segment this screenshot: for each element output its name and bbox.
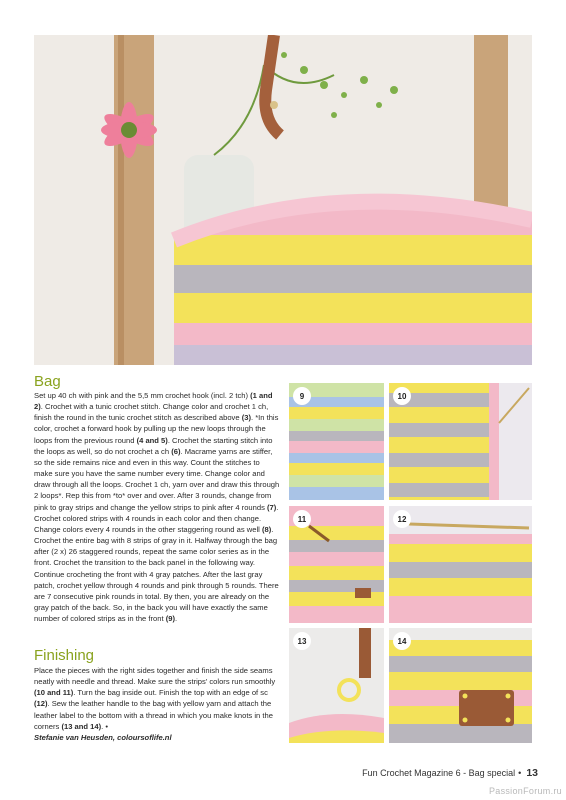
step-number-badge: 10 [393,387,411,405]
photo-step-10 [389,383,532,500]
step-reference: (10 and 11) [34,688,74,698]
step-reference: (4 and 5) [136,435,168,445]
text-run: . Crochet the starting stitch into the loops as well, so do not crochet a ch [34,435,273,456]
text-run: . • [101,721,108,731]
bag-heading: Bag [34,373,61,390]
photo-step-9 [289,383,384,500]
hero-photo-bag [34,35,532,365]
photo-step-12 [389,506,532,623]
step-reference: (12) [34,699,48,709]
text-run: . Crochet the entire bag with 8 strips of gray in it. Halfway through the bag after (2 x) 26 staggered rounds, repeat the same color series as in the front. Crochet the transition to the back panel in the following way. Continue crocheting the front with 4 gray patches. After the last gray patch, crochet yellow through 4 rounds and pink through 5 rounds. There are 7 consecutive pink rounds in total. By then, you are already on the gray patch of the back. So, in the back you will have exactly the same number of colored strips as in the front [34,524,279,624]
step-reference: (6) [171,446,181,456]
step-number-badge: 12 [393,510,411,528]
text-run: . [174,614,178,624]
finishing-heading: Finishing [34,647,95,664]
step-reference: (3) [241,413,251,423]
text-run: . Sew the leather handle to the bag with yellow yarn and attach the leather label to the bottom with a thread in which you make knots in the corners [34,699,273,731]
page-footer [362,767,538,779]
step-number-badge: 14 [393,632,411,650]
finishing-instructions [34,665,280,732]
step-reference: (7) [267,502,277,512]
text-run: . Turn the bag inside out. Finish the top with an edge of sc [73,688,268,698]
text-run: Place the pieces with the right sides together and finish the side seams neatly with needle and thread. Make sure the strips' colors run smoothly [34,666,276,687]
step-reference: (9) [165,614,175,624]
author-credit: Stefanie van Heusden, coloursoflife.nl [34,733,172,742]
photo-step-11 [289,506,384,623]
step-reference: (1 and 2) [34,391,273,412]
step-number-badge: 9 [293,387,311,405]
step-number-badge: 11 [293,510,311,528]
bag-instructions [34,390,280,624]
step-reference: (13 and 14) [61,721,102,731]
magazine-title: Fun Crochet Magazine 6 - Bag special [362,768,516,778]
text-run: . *In this color, crochet a forward hook by pulling up the new loops through the loops from the previous round [34,413,279,445]
photo-step-14 [389,628,532,743]
page-number: 13 [526,767,538,779]
step-number-badge: 13 [293,632,311,650]
watermark: PassionForum.ru [488,786,562,796]
text-run: . Crochet colored strips with 4 rounds in each color and then change. Change colors every 4 rounds in the other staggering round as well [34,502,279,534]
photo-step-13 [289,628,384,743]
text-run: Set up 40 ch with pink and the 5,5 mm crochet hook (incl. 2 tch) [34,391,251,400]
step-reference: (8) [261,524,272,534]
footer-bullet: • [518,768,522,778]
text-run: . Crochet with a tunic crochet stitch. Change color and crochet 1 ch, finish the round in the tunic crochet stitch as described above [34,402,269,423]
text-run: . Macrame yarns are stiffer, so the side remains nice and even in this way. Count the stitches to make sure you have the same number every time. Change color and draw through all the loops. Crochet 1 ch, yarn over and draw this through 2 loops*. Rep this from *to* over and over. After 3 rounds, change from pink to gray strips and change the yellow strips to pink after 4 rounds [34,446,280,512]
